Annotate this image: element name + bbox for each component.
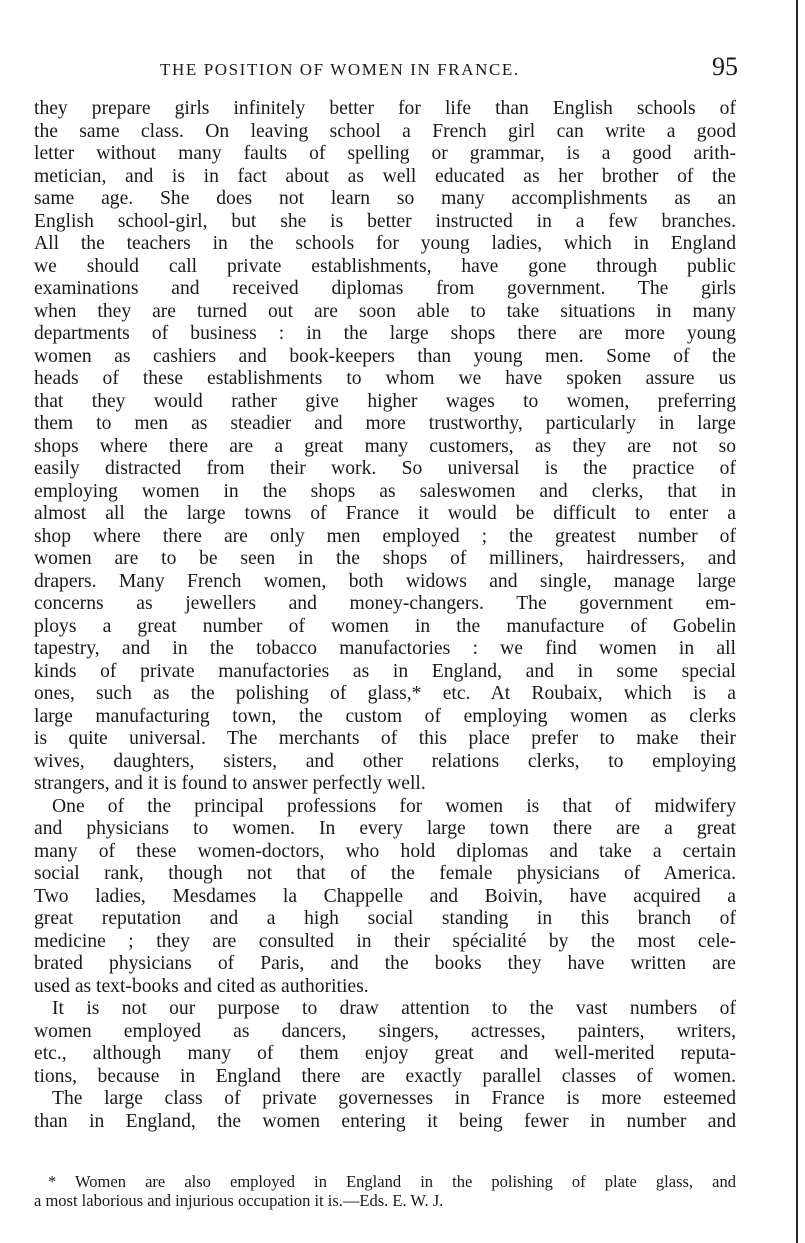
text-line: social rank, though not that of the female physicians of America.: [34, 863, 736, 884]
text-line: metician, and is in fact about as well educated as her brother of the: [34, 165, 736, 187]
text-line: English school-girl, but she is better instructed in a few branches.: [34, 210, 736, 232]
text-line: women employed as dancers, singers, actresses, painters, writers,: [34, 1020, 736, 1042]
text-line: when they are turned out are soon able to take situations in many: [34, 300, 736, 322]
text-line: many of these women-doctors, who hold diplomas and take a certain: [34, 840, 736, 862]
footnote-line: * Women are also employed in England in the polishing of plate glass, and: [48, 1172, 736, 1191]
text-line: is quite universal. The merchants of this place prefer to make their: [34, 728, 736, 749]
text-line: heads of these establishments to whom we have spoken assure us: [34, 368, 736, 389]
text-line: medicine ; they are consulted in their spécialité by the most cele-: [34, 930, 736, 952]
text-line: The large class of private governesses in France is more esteemed: [52, 1088, 736, 1109]
footnote: [34, 1172, 736, 1210]
text-line: them to men as steadier and more trustworthy, particularly in large: [34, 413, 736, 434]
text-line: etc., although many of them enjoy great and well-merited reputa-: [34, 1043, 736, 1064]
text-line: tions, because in England there are exactly parallel classes of women.: [34, 1065, 736, 1087]
text-line: It is not our purpose to draw attention to the vast numbers of: [52, 998, 736, 1019]
text-line: we should call private establishments, have gone through public: [34, 255, 736, 277]
text-line: that they would rather give higher wages to women, preferring: [34, 390, 736, 412]
text-line: women as cashiers and book-keepers than young men. Some of the: [34, 345, 736, 367]
text-line: brated physicians of Paris, and the books they have written are: [34, 953, 736, 974]
text-line: almost all the large towns of France it would be difficult to enter a: [34, 503, 736, 524]
text-line: than in England, the women entering it being fewer in number and: [34, 1110, 736, 1132]
text-line: easily distracted from their work. So universal is the practice of: [34, 458, 736, 479]
text-line: and physicians to women. In every large town there are a great: [34, 818, 736, 839]
text-line: One of the principal professions for women is that of midwifery: [52, 795, 736, 817]
text-line: women are to be seen in the shops of milliners, hairdressers, and: [34, 548, 736, 569]
text-line: large manufacturing town, the custom of employing women as clerks: [34, 705, 736, 727]
text-line: the same class. On leaving school a French girl can write a good: [34, 120, 736, 142]
text-line: shop where there are only men employed ; the greatest number of: [34, 525, 736, 547]
text-line: strangers, and it is found to answer perfectly well.: [34, 773, 426, 794]
text-line: wives, daughters, sisters, and other relations clerks, to employing: [34, 750, 736, 772]
text-line: ploys a great number of women in the manufacture of Gobelin: [34, 615, 736, 637]
text-line: they prepare girls infinitely better for life than English schools of: [34, 98, 736, 119]
text-line: drapers. Many French women, both widows and single, manage large: [34, 570, 736, 592]
text-line: tapestry, and in the tobacco manufactories : we find women in all: [34, 638, 736, 659]
text-line: kinds of private manufactories as in England, and in some special: [34, 660, 736, 682]
text-line: All the teachers in the schools for young ladies, which in England: [34, 233, 736, 254]
text-line: concerns as jewellers and money-changers. The government em-: [34, 593, 736, 614]
text-line: same age. She does not learn so many accomplishments as an: [34, 188, 736, 209]
footnote-line: a most laborious and injurious occupation it is.—Eds. E. W. J.: [34, 1191, 444, 1210]
page-edge-rule: [796, 0, 798, 1243]
text-line: employing women in the shops as saleswomen and clerks, that in: [34, 480, 736, 502]
text-line: ones, such as the polishing of glass,* etc. At Roubaix, which is a: [34, 683, 736, 704]
text-line: departments of business : in the large shops there are more young: [34, 323, 736, 344]
text-line: great reputation and a high social standing in this branch of: [34, 908, 736, 929]
page-number: 95: [712, 52, 738, 81]
body-text: [34, 98, 736, 1133]
text-line: examinations and received diplomas from government. The girls: [34, 278, 736, 299]
text-line: Two ladies, Mesdames la Chappelle and Boivin, have acquired a: [34, 885, 736, 907]
text-line: used as text-books and cited as authorities.: [34, 975, 369, 997]
text-line: shops where there are a great many customers, as they are not so: [34, 435, 736, 457]
text-line: letter without many faults of spelling or grammar, is a good arith-: [34, 143, 736, 164]
running-title: THE POSITION OF WOMEN IN FRANCE.: [160, 60, 520, 79]
page-header: [34, 52, 746, 84]
